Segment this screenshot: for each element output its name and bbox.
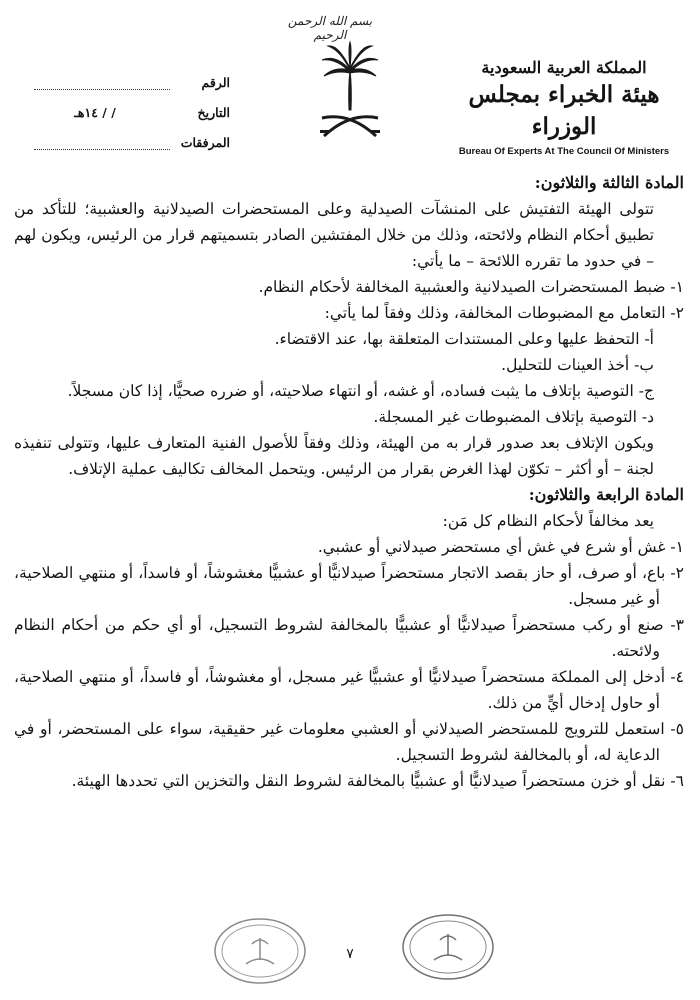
article-34-item-2: ٢- باع، أو صرف، أو حاز بقصد الاتجار مستحضراً صيدلانيًّا أو عشبيًّا مغشوشاً، أو فاسداً، أو منتهي الصلاحية، أو غير مسجل. <box>14 564 684 608</box>
kingdom-name: المملكة العربية السعودية <box>481 58 647 77</box>
date-label: التاريخ <box>197 105 230 120</box>
reference-block <box>20 60 230 150</box>
article-34-item-5: ٥- استعمل للترويج للمستحضر الصيدلاني أو العشبي معلومات غير حقيقية، سواء على المستحضر، أو في الدعاية له، أو بالمخالفة لشروط التسجيل. <box>14 720 684 764</box>
article-34-item-3: ٣- صنع أو ركب مستحضراً صيدلانيًّا أو عشبيًّا بالمخالفة لشروط التسجيل، أو أي حكم من أحكام النظام ولائحته. <box>14 616 684 660</box>
article-33-sub-d: د- التوصية بإتلاف المضبوطات غير المسجلة. <box>373 408 654 426</box>
article-33-sub-c: ج- التوصية بإتلاف ما يثبت فساده، أو غشه، أو انتهاء صلاحيته، أو ضرره صحيًّا، إذا كان مسجلاً. <box>67 382 654 400</box>
attachments-label: المرفقات <box>180 135 230 150</box>
article-34-heading: المادة الرابعة والثلاثون: <box>528 485 684 504</box>
attachments-line <box>34 137 170 150</box>
article-34-item-4: ٤- أدخل إلى المملكة مستحضراً صيدلانيًّا أو عشبيًّا غير مسجل، أو مغشوشاً، أو فاسداً، أو منتهي الصلاحية، أو حاول إدخال أيٍّ من ذلك. <box>14 668 684 712</box>
number-line <box>34 77 170 90</box>
organization-name: هيئة الخبراء بمجلس الوزراء <box>468 81 660 140</box>
article-33-item-1: ١- ضبط المستحضرات الصيدلانية والعشبية المخالفة لأحكام النظام. <box>258 278 684 296</box>
article-33-item-2: ٢- التعامل مع المضبوطات المخالفة، وذلك وفقاً لما يأتي: <box>324 304 684 322</box>
number-label: الرقم <box>201 75 230 90</box>
attachments-row <box>20 120 230 150</box>
official-stamp-right <box>400 912 496 982</box>
organization-block <box>448 58 680 157</box>
article-33-sub-b: ب- أخذ العينات للتحليل. <box>501 356 654 374</box>
palm-swords-emblem <box>318 40 382 140</box>
article-33-sub-a: أ- التحفظ عليها وعلى المستندات المتعلقة بها، عند الاقتضاء. <box>274 330 654 348</box>
article-34-intro: يعد مخالفاً لأحكام النظام كل مَن: <box>442 512 654 530</box>
basmala: بسم الله الرحمن الرحيم <box>287 14 373 42</box>
article-33-heading: المادة الثالثة والثلاثون: <box>534 173 684 192</box>
article-34-item-1: ١- غش أو شرع في غش أي مستحضر صيدلاني أو عشبي. <box>317 538 684 556</box>
article-33-closing: ويكون الإتلاف بعد صدور قرار به من الهيئة، وذلك وفقاً للأصول الفنية المتعارف عليها، وتتولى تنفيذه لجنة – أو أكثر – تكوّن لهذا الغرض بقرار من الرئيس. ويتحمل المخالف تكاليف عملية الإتلاف. <box>14 434 654 478</box>
date-value: / / ١٤هـ <box>74 105 116 120</box>
article-33-intro: تتولى الهيئة التفتيش على المنشآت الصيدلية وعلى المستحضرات الصيدلانية والعشبية؛ للتأكد من تطبيق أحكام النظام ولائحته، وذلك من خلال المفتشين الصادر بتسميتهم قرار من الرئيس، ويكون لهم – في حدود ما تقرره اللائحة – ما يأتي: <box>14 200 654 270</box>
document-body <box>14 170 684 950</box>
article-34-item-6: ٦- نقل أو خزن مستحضراً صيدلانيًّا أو عشبيًّا بالمخالفة لشروط النقل والتخزين التي تحددها الهيئة. <box>71 772 684 790</box>
number-row <box>20 60 230 90</box>
page-number: ٧ <box>346 946 354 962</box>
date-row <box>20 90 230 120</box>
official-stamp-left <box>212 916 308 986</box>
organization-english-name: Bureau Of Experts At The Council Of Ministers <box>458 146 670 157</box>
